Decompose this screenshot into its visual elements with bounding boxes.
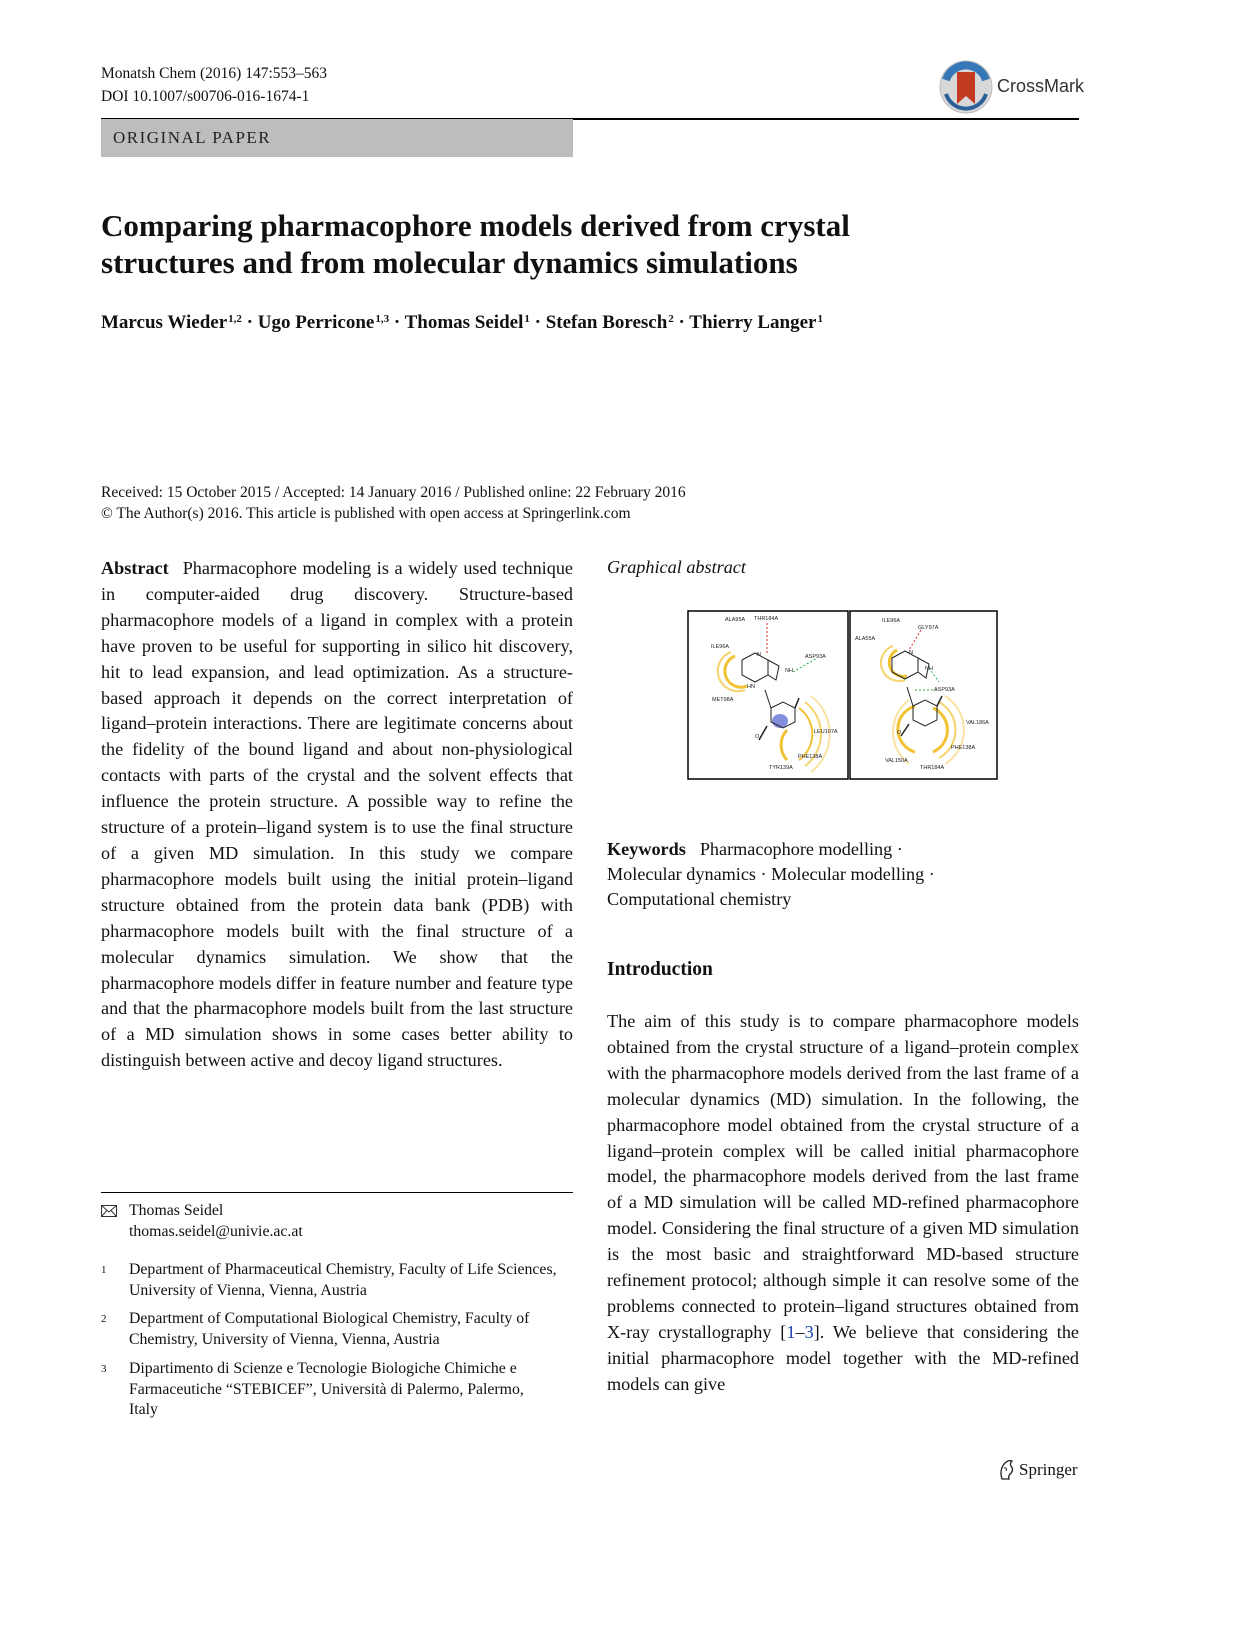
title-line-1: Comparing pharmacophore models derived from crystal — [101, 208, 850, 243]
corresponding-email[interactable]: thomas.seidel@univie.ac.at — [129, 1222, 303, 1240]
keywords-label: Keywords — [607, 839, 686, 859]
affiliation-number: 2 — [101, 1313, 107, 1325]
residue-label: LEU107A — [814, 729, 838, 735]
graphical-abstract-label: Graphical abstract — [607, 557, 746, 577]
affiliation-number: 3 — [101, 1363, 107, 1375]
corresponding-author: Thomas Seidel — [129, 1202, 224, 1219]
abstract — [101, 556, 573, 1074]
section-badge: ORIGINAL PAPER — [101, 119, 573, 157]
affiliation-number: 1 — [101, 1264, 107, 1276]
author-affiliation: 1 — [524, 313, 530, 325]
residue-label: ALA55A — [855, 636, 876, 642]
affiliation-text: Department of Computational Biological Chemistry, Faculty of Chemistry, University of Vienna, Vienna, Austria — [129, 1310, 530, 1348]
open-access-notice: © The Author(s) 2016. This article is published with open access at Springerlink.com — [101, 505, 631, 522]
keyword: Molecular modelling — [771, 864, 925, 884]
author-affiliation: 2 — [668, 313, 674, 325]
author-separator: · — [246, 312, 253, 333]
residue-label: THR184A — [754, 616, 779, 622]
received-accepted-published: Received: 15 October 2015 / Accepted: 14 January 2016 / Published online: 22 February 2016 — [101, 484, 686, 501]
residue-label: ASP93A — [934, 687, 955, 693]
author-affiliation: 1,3 — [375, 313, 390, 325]
citation-dash: – — [795, 1321, 805, 1342]
graphical-abstract-diagram — [687, 610, 999, 780]
residue-label: ILE96A — [882, 618, 901, 624]
introduction-text — [607, 1009, 1079, 1398]
doi[interactable]: DOI 10.1007/s00706-016-1674-1 — [101, 88, 310, 105]
author-name[interactable]: Marcus Wieder — [101, 312, 228, 333]
residue-label: PHE138A — [951, 745, 976, 751]
journal-citation: Monatsh Chem (2016) 147:553–563 — [101, 65, 328, 82]
author-name[interactable]: Ugo Perricone — [257, 312, 375, 333]
atom-label: N — [757, 652, 761, 658]
atom-label: N — [909, 650, 913, 656]
affiliation-2 — [101, 1309, 573, 1350]
residue-label: MET98A — [712, 697, 734, 703]
author-name[interactable]: Thomas Seidel — [404, 312, 524, 333]
crossmark-label: CrossMark — [997, 76, 1085, 96]
atom-label: NH — [925, 666, 933, 672]
crossmark-icon — [938, 58, 998, 116]
correspondence — [101, 1201, 573, 1242]
residue-label: VAL150A — [885, 758, 908, 764]
author-separator: · — [393, 312, 401, 333]
springer-logo — [998, 1459, 1088, 1483]
citation-link[interactable]: 3 — [804, 1321, 814, 1342]
affiliation-3 — [101, 1359, 573, 1421]
atom-label: O — [755, 734, 760, 740]
introduction-paragraph-continued: ]. We believe that considering the initial pharmacophore model together with the MD-refined models can give — [607, 1321, 1079, 1394]
springer-horse-icon — [998, 1459, 1016, 1481]
introduction-heading: Introduction — [607, 959, 713, 980]
keyword-separator: · — [896, 839, 903, 859]
graphical-abstract-figure[interactable] — [687, 610, 999, 780]
residue-label: ALA95A — [725, 617, 746, 623]
keywords — [607, 837, 1079, 912]
publication-history — [101, 482, 686, 524]
author-name[interactable]: Stefan Boresch — [545, 312, 668, 333]
affiliation-text: Department of Pharmaceutical Chemistry, Faculty of Life Sciences, University of Vienna, Vienna, Austria — [129, 1261, 557, 1299]
springer-label: Springer — [1019, 1460, 1078, 1479]
residue-label: VAL186A — [966, 720, 989, 726]
author-separator: · — [678, 312, 685, 333]
keyword: Pharmacophore modelling — [699, 839, 893, 859]
residue-label: PHE138A — [798, 754, 823, 760]
residue-label: ILE96A — [711, 644, 730, 650]
introduction-paragraph: The aim of this study is to compare pharmacophore models obtained from the crystal structure of a ligand–protein complex with the pharmacophore models derived from the last frame of a molecular dynamics (MD) simulation. In the following, the pharmacophore model obtained from the crystal structure of a ligand–protein complex will be called initial pharmacophore model, the pharmacophore models derived from the last frame of a MD simulation will be called MD-refined pharmacophore model. Considering the final structure of a given MD simulation is the most basic and straightforward MD-based structure refinement protocol; although simple it can resolve some of the problems connected to protein–ligand structures obtained from X-ray crystallography [ — [607, 1011, 1079, 1342]
title-line-2: structures and from molecular dynamics simulations — [101, 245, 798, 280]
atom-label: HN — [747, 684, 755, 690]
keyword: Computational chemistry — [607, 889, 792, 909]
atom-label: O — [897, 730, 902, 736]
affiliation-1 — [101, 1260, 573, 1301]
author-affiliation: 1,2 — [228, 313, 242, 325]
envelope-icon — [101, 1205, 117, 1217]
affiliation-text: Dipartimento di Scienze e Tecnologie Biologiche Chimiche e Farmaceutiche “STEBICEF”, Università di Palermo, Palermo, Italy — [129, 1360, 524, 1418]
author-affiliation: 1 — [817, 313, 823, 325]
paper-title — [101, 207, 850, 281]
crossmark-badge[interactable] — [938, 58, 1083, 114]
abstract-text: Pharmacophore modeling is a widely used technique in computer-aided drug discovery. Structure-based pharmacophore models of a ligand in complex with a protein have proven to be useful for supporting in silico hit discovery, hit to lead expansion, and lead optimization. As a structure-based approach it depends on the correct interpretation of ligand–protein interactions. There are legitimate concerns about the fidelity of the bound ligand and about non-physiological contacts with parts of the crystal and the solvent effects that influence the protein structure. A possible way to refine the structure of a protein–ligand system is to use the final structure of a given MD simulation. In this study we compare pharmacophore models built using the initial protein–ligand structure obtained from the protein data bank (PDB) with pharmacophore models built with the final structure of a molecular dynamics simulation. We show that the pharmacophore models differ in feature number and feature type and that the pharmacophore models built from the last structure of a MD simulation shows in some cases better ability to distinguish between active and decoy ligand structures. — [101, 558, 573, 1071]
keyword-separator: · — [928, 864, 935, 884]
author-separator: · — [534, 312, 541, 333]
footnote-rule — [101, 1192, 573, 1193]
author-list — [101, 312, 823, 334]
keyword-separator: · — [760, 864, 767, 884]
residue-label: THR184A — [920, 765, 945, 771]
author-name[interactable]: Thierry Langer — [689, 312, 817, 333]
keyword: Molecular dynamics — [607, 864, 756, 884]
abstract-label: Abstract — [101, 558, 169, 578]
residue-label: TYR139A — [769, 765, 793, 771]
atom-label: NH — [785, 668, 793, 674]
residue-label: ASP93A — [805, 654, 826, 660]
residue-label: GLY97A — [918, 625, 939, 631]
citation-link[interactable]: 1 — [786, 1321, 796, 1342]
